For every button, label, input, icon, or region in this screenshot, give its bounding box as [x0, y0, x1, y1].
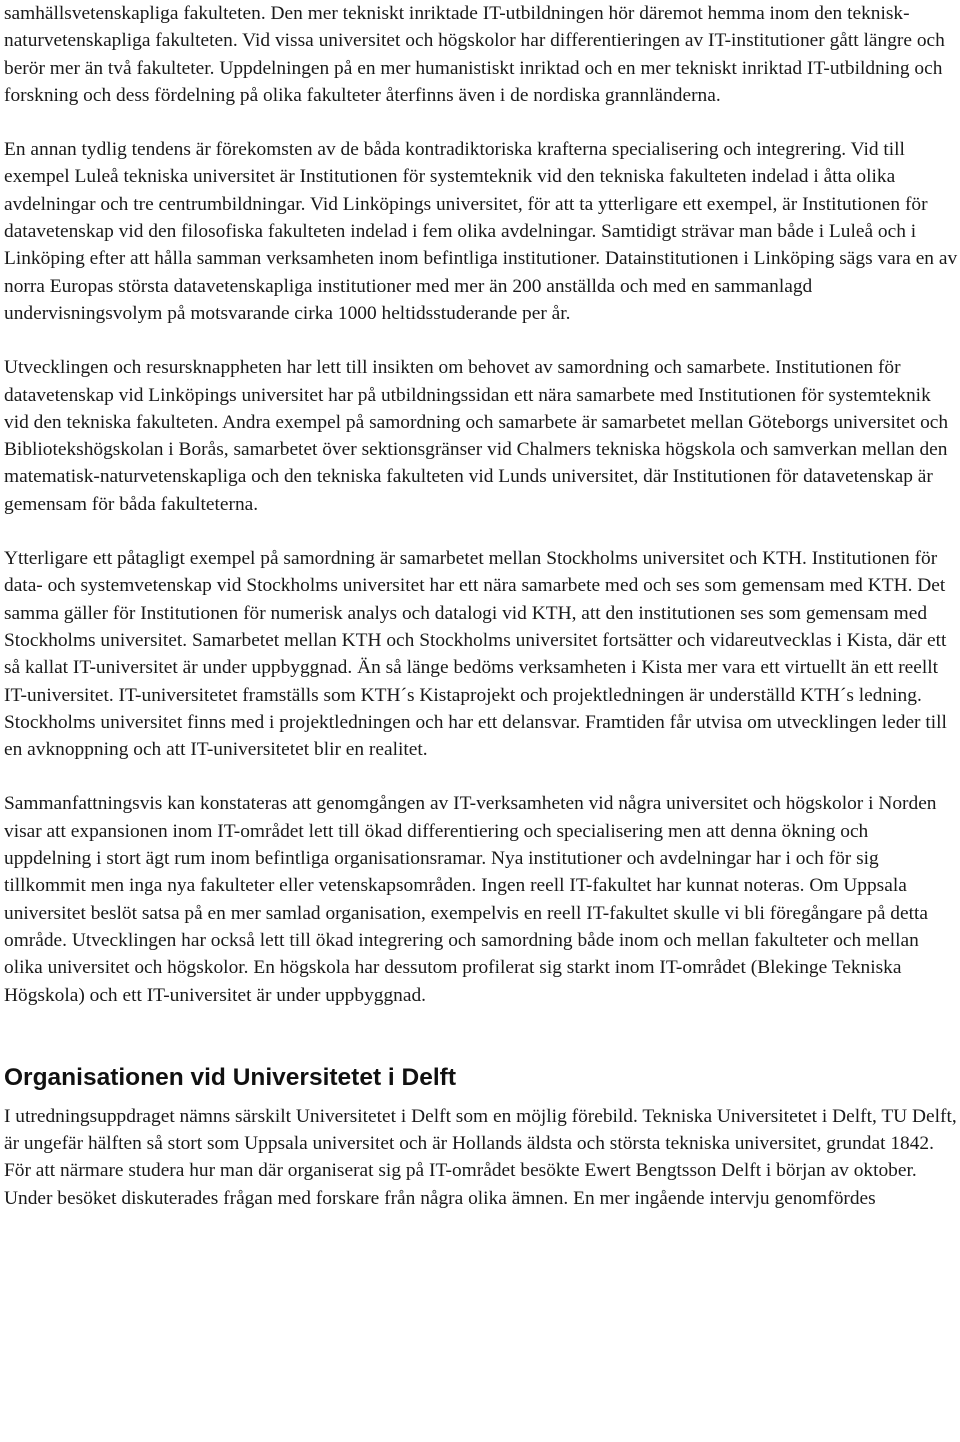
- paragraph-1: samhällsvetenskapliga fakulteten. Den mer tekniskt inriktade IT-utbildningen hör däremot hemma inom den teknisk-naturvetenskapliga fakulteten. Vid vissa universitet och högskolor har differentieringen av IT-institutioner gått längre och berör mer än två fakulteter. Uppdelningen på en mer humanistiskt inriktad och en mer tekniskt inriktad IT-utbildning och forskning och dess fördelning på olika fakulteter återfinns även i de nordiska grannländerna.: [4, 3, 945, 106]
- section-heading: Organisationen vid Universitetet i Delft: [4, 1063, 456, 1091]
- paragraph-4: Ytterligare ett påtagligt exempel på samordning är samarbetet mellan Stockholms universitet och KTH. Institutionen för data- och systemvetenskap vid Stockholms universitet har ett nära samarbete med och ses som gemensam med KTH. Det samma gäller för Institutionen för numerisk analys och datalogi vid KTH, att den institutionen ses som gemensam med Stockholms universitet. Samarbetet mellan KTH och Stockholms universitet fortsätter och vidareutvecklas i Kista, där ett så kallat IT-universitet är under uppbyggnad. Än så länge bedöms verksamheten i Kista mer vara ett virtuellt än ett reellt IT-universitet. IT-universitetet framställs som KTH´s Kistaprojekt och projektledningen är underställd KTH´s ledning. Stockholms universitet finns med i projektledningen och har ett delansvar. Framtiden får utvisa om utvecklingen leder till en avknoppning och att IT-universitetet blir en realitet.: [4, 548, 947, 761]
- paragraph-2: En annan tydlig tendens är förekomsten av de båda kontradiktoriska krafterna specialisering och integrering. Vid till exempel Luleå tekniska universitet är Institutionen för systemteknik vid den tekniska fakulteten indelad i åtta olika avdelningar och tre centrumbildningar. Vid Linköpings universitet, för att ta ytterligare ett exempel, är Institutionen för datavetenskap vid den filosofiska fakulteten indelad i fem olika avdelningar. Samtidigt strävar man både i Luleå och i Linköping efter att hålla samman verksamheten inom befintliga institutioner. Datainstitutionen i Linköping sägs vara en av norra Europas största datavetenskapliga institutioner med mer än 200 anställda och med en sammanlagd undervisningsvolym på motsvarande cirka 1000 heltidsstuderande per år.: [4, 139, 958, 324]
- paragraph-5: Sammanfattningsvis kan konstateras att genomgången av IT-verksamheten vid några universitet och högskolor i Norden visar att expansionen inom IT-området lett till ökad differentiering och specialisering men att denna ökning och uppdelning i stort ägt rum inom befintliga organisationsramar. Nya institutioner och avdelningar har i och för sig tillkommit men inga nya fakulteter eller vetenskapsområden. Ingen reell IT-fakultet har kunnat noteras. Om Uppsala universitet beslöt satsa på en mer samlad organisation, exempelvis en reell IT-fakultet skulle vi bli föregångare på detta område. Utvecklingen har också lett till ökad integrering och samordning både inom och mellan fakulteter och mellan olika universitet och högskolor. En högskola har dessutom profilerat sig starkt inom IT-området (Blekinge Tekniska Högskola) och ett IT-universitet är under uppbyggnad.: [4, 793, 937, 1006]
- paragraph-3: Utvecklingen och resursknappheten har lett till insikten om behovet av samordning och samarbete. Institutionen för datavetenskap vid Linköpings universitet har på utbildningssidan ett nära samarbete med Institutionen för systemteknik vid den tekniska fakulteten. Andra exempel på samordning och samarbete är samarbetet mellan Göteborgs universitet och Bibliotekshögskolan i Borås, samarbetet över sektionsgränser vid Chalmers tekniska högskola och samverkan mellan den matematisk-naturvetenskapliga och den tekniska fakulteten vid Lunds universitet, där Institutionen för datavetenskap är gemensam för båda fakulteterna.: [4, 357, 949, 515]
- paragraph-6: I utredningsuppdraget nämns särskilt Universitetet i Delft som en möjlig förebild. Tekniska Universitetet i Delft, TU Delft, är ungefär hälften så stort som Uppsala universitet och är Hollands äldsta och största tekniska universitet, grundat 1842. För att närmare studera hur man där organiserat sig på IT-området besökte Ewert Bengtsson Delft i början av oktober. Under besöket diskuterades frågan med forskare från några olika ämnen. En mer ingående intervju genomfördes: [4, 1105, 957, 1209]
